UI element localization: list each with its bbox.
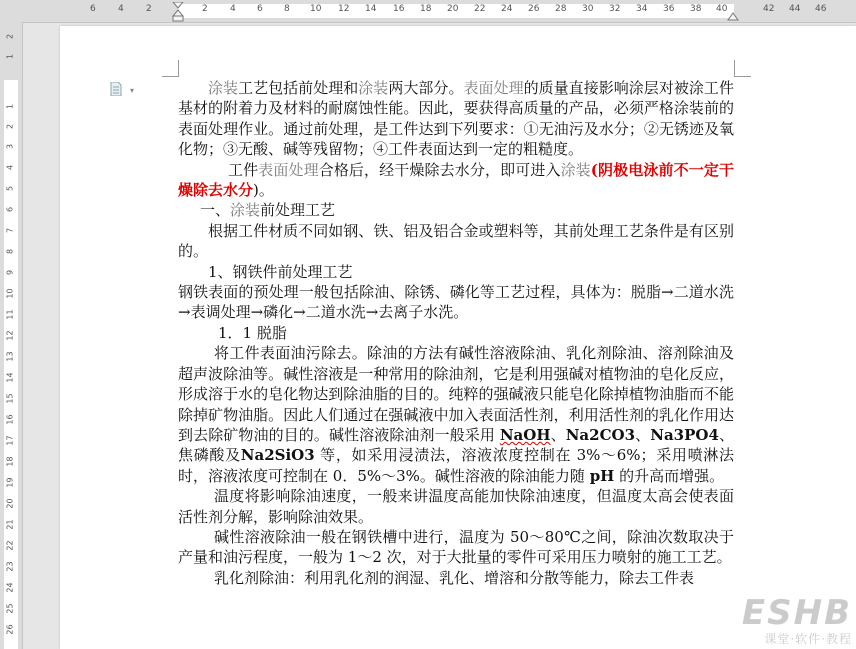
- ruler-tick: 1: [5, 53, 15, 60]
- ruler-tick: 3: [5, 143, 15, 150]
- horizontal-ruler[interactable]: [0, 0, 856, 23]
- text-run: Na3PO4: [650, 425, 719, 444]
- ruler-tick: 18: [420, 4, 432, 14]
- document-icon[interactable]: [110, 82, 122, 96]
- ruler-tick: 12: [5, 330, 15, 341]
- text-run: 的质量直接影响涂层对被涂工件基材的附着力及材料的耐腐蚀性能。因此，要获得高质量的产品，必须严格涂装前的表面处理作业。通过前处理，是工件达到下列要求：①无油污及水分；②无锈迹及氧化物；③无酸、碱等残留物；④工件表面达到一定的粗糙度。: [178, 79, 734, 159]
- paragraph: 乳化剂除油：利用乳化剂的润湿、乳化、增溶和分散等能力，除去工件表: [214, 568, 695, 587]
- ruler-tick: 16: [393, 4, 405, 14]
- crop-mark: [734, 60, 751, 77]
- watermark-text: ESHB: [741, 593, 852, 633]
- ruler-tick: 20: [5, 498, 15, 509]
- paragraph: [178, 78, 734, 160]
- ruler-tick: 2: [5, 33, 15, 40]
- ruler-tick: 25: [5, 603, 15, 614]
- text-run: 等，如采用浸渍法，溶液浓度控制在 3%～6%；采用喷淋法时，溶液浓度可控制在 0．5%～3%。碱性溶液的除油能力随: [178, 446, 734, 485]
- heading: [178, 200, 734, 220]
- text-run: 前处理工艺: [260, 201, 336, 220]
- text-run: 将工件表面油污除去。除油的方法有碱性溶液除油、乳化剂除油、溶剂除油及超声波除油等。碱性溶液是一种常用的除油剂，它是利用强碱对植物油的皂化反应，形成溶于水的皂化物达到除油脂的目的。纯粹的强碱液只能皂化除掉植物油脂而不能除掉矿物油脂。因此人们通过在强碱液中加入表面活性剂，利用活性剂的乳化作用达到去除矿物油的目的。碱性溶液除油剂一般采用: [178, 344, 734, 444]
- paragraph: 碱性溶液除油一般在钢铁槽中进行，温度为 50～80℃之间，除油次数取决于产量和油污程度，一般为 1～2 次，对于大批量的零件可采用压力喷射的施工工艺。: [178, 527, 734, 567]
- ruler-tick: 26: [5, 624, 15, 635]
- text-run: 涂装: [560, 160, 591, 179]
- ruler-tick: 26: [528, 4, 540, 14]
- text-run: 涂装: [358, 79, 389, 97]
- ruler-tick: 18: [5, 456, 15, 467]
- ruler-tick: 12: [338, 4, 350, 14]
- ruler-tick: 42: [763, 4, 775, 14]
- ruler-tick: 4: [230, 4, 236, 14]
- ruler-tick: 22: [5, 540, 15, 551]
- ruler-tick: 32: [609, 4, 621, 14]
- heading: 1．1 脱脂: [218, 323, 287, 342]
- text-run: 合格后，经干燥除去水分，即可进入: [318, 160, 561, 179]
- text-run: 、: [635, 425, 651, 444]
- paragraph: [178, 160, 734, 201]
- ruler-tick: 19: [5, 477, 15, 488]
- ruler-tick: 34: [636, 4, 648, 14]
- ruler-tick: 17: [5, 435, 15, 446]
- ruler-tick: 10: [310, 4, 322, 14]
- ruler-tick: 8: [5, 248, 15, 255]
- ruler-tick: 2: [202, 4, 208, 14]
- document-body[interactable]: [178, 78, 734, 588]
- paragraph: 钢铁表面的预处理一般包括除油、除锈、磷化等工艺过程，具体为：脱脂→二道水洗→表调处理→磷化→二道水洗→去离子水洗。: [178, 283, 734, 322]
- ruler-tick: 14: [5, 372, 15, 383]
- text-run: 、: [550, 425, 566, 444]
- ruler-tick: 14: [365, 4, 377, 14]
- indent-marker-icon[interactable]: [170, 2, 186, 22]
- vertical-ruler[interactable]: [0, 22, 23, 649]
- ruler-tick: 36: [663, 4, 675, 14]
- text-run: Na2SiO3: [240, 446, 315, 465]
- ruler-tick: 46: [815, 4, 827, 14]
- ruler-tick: 22: [474, 4, 486, 14]
- text-run: 工件: [228, 160, 259, 179]
- text-run: 两大部分。: [388, 79, 464, 97]
- text-run: 涂装: [208, 79, 239, 97]
- alert-text: 阴极电泳前不一定干燥除去水分: [178, 160, 734, 200]
- ruler-tick: 6: [90, 4, 96, 14]
- text-run: 的升高而增强。: [614, 466, 725, 485]
- watermark-logo: [741, 593, 852, 647]
- ruler-tick: 24: [5, 582, 15, 593]
- ruler-tick: 7: [5, 227, 15, 234]
- ruler-tick: 5: [5, 185, 15, 192]
- ruler-tick: 38: [690, 4, 702, 14]
- text-run: (: [590, 160, 598, 179]
- ruler-tick: 2: [5, 123, 15, 130]
- ruler-tick: 2: [146, 4, 152, 14]
- ruler-tick: 6: [257, 4, 263, 14]
- ruler-tick: 8: [284, 4, 290, 14]
- crop-mark: [162, 60, 179, 77]
- text-run: NaOH: [499, 425, 551, 444]
- ruler-tick: 1: [5, 103, 15, 110]
- text-run: 表面处理: [258, 160, 319, 179]
- right-indent-marker-icon[interactable]: [726, 8, 740, 22]
- paragraph: 根据工件材质不同如钢、铁、铝及铝合金或塑料等，其前处理工艺条件是有区别的。: [178, 221, 734, 261]
- ruler-tick: 4: [118, 4, 124, 14]
- heading: 1、钢铁件前处理工艺: [208, 262, 353, 281]
- ruler-tick: 20: [447, 4, 459, 14]
- text-run: 表面处理: [463, 79, 524, 97]
- text-run: )。: [253, 181, 274, 200]
- ruler-tick: 10: [5, 288, 15, 299]
- ruler-tick: 13: [5, 351, 15, 362]
- ruler-tick: 6: [5, 206, 15, 213]
- text-run: 、焦磷酸及: [178, 425, 734, 465]
- ruler-tick: 28: [555, 4, 567, 14]
- ruler-tick: 44: [789, 4, 801, 14]
- ruler-tick: 16: [5, 414, 15, 425]
- paragraph: 温度将影响除油速度，一般来讲温度高能加快除油速度，但温度太高会使表面活性剂分解，影响除油效果。: [178, 487, 734, 526]
- ruler-tick: 40: [716, 4, 728, 14]
- watermark-subtext: 课堂·软件·教程: [764, 632, 852, 646]
- ruler-tick: 11: [5, 309, 15, 320]
- text-run: pH: [589, 466, 615, 485]
- text-run: Na2CO3: [565, 425, 636, 444]
- ruler-tick: 30: [582, 4, 594, 14]
- ruler-tick: 24: [501, 4, 513, 14]
- paragraph: [178, 343, 734, 486]
- chevron-down-icon[interactable]: ▾: [130, 86, 135, 95]
- text-run: 工艺包括前处理和: [238, 79, 359, 97]
- ruler-tick: 21: [5, 519, 15, 530]
- ruler-tick: 4: [5, 164, 15, 171]
- ruler-tick: 23: [5, 561, 15, 572]
- text-run: 涂装: [230, 201, 261, 220]
- ruler-tick: 15: [5, 393, 15, 404]
- ruler-tick: 9: [5, 269, 15, 276]
- text-run: 一、: [200, 201, 231, 220]
